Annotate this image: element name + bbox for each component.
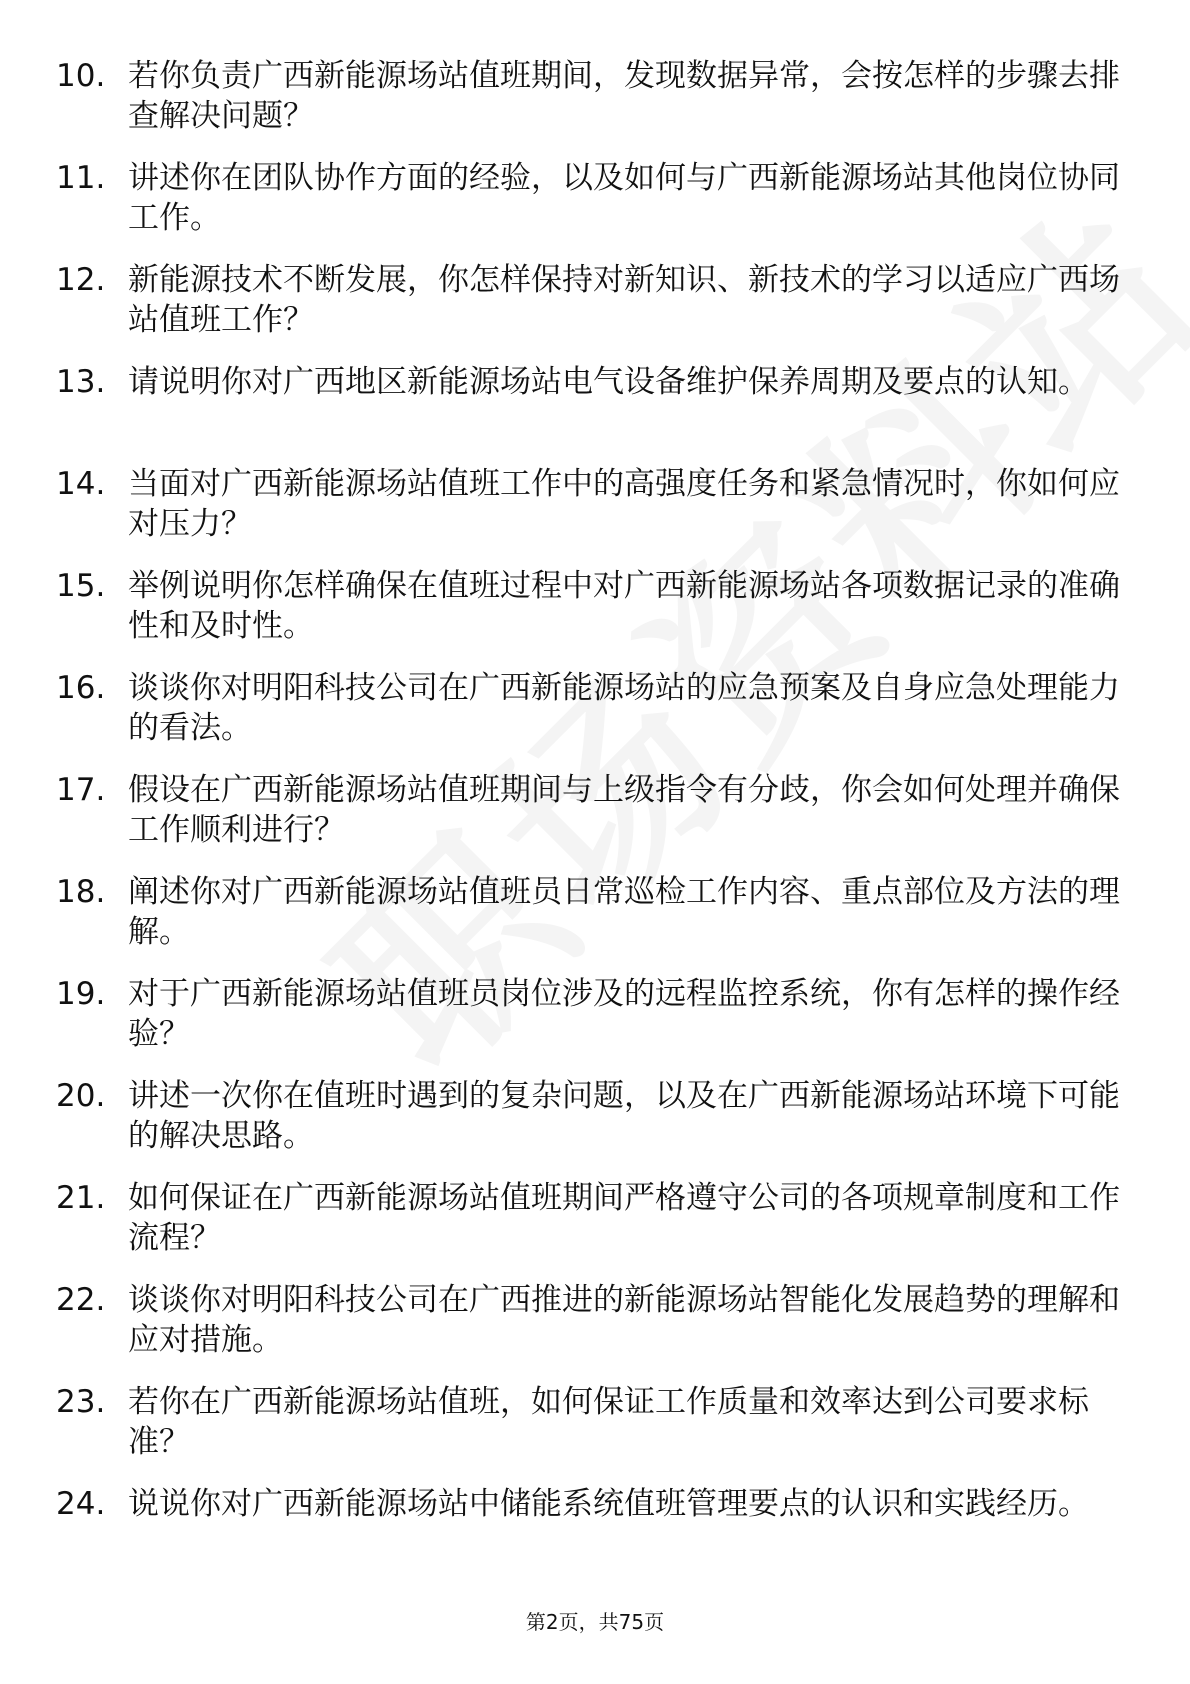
item-text: 讲述一次你在值班时遇到的复杂问题，以及在广西新能源场站环境下可能的解决思路。	[128, 1078, 1120, 1154]
item-text: 阐述你对广西新能源场站值班员日常巡检工作内容、重点部位及方法的理解。	[128, 874, 1120, 950]
list-item	[56, 362, 1126, 442]
item-text: 若你负责广西新能源场站值班期间，发现数据异常，会按怎样的步骤去排查解决问题？	[128, 58, 1120, 134]
list-item	[56, 464, 1126, 544]
item-text: 新能源技术不断发展，你怎样保持对新知识、新技术的学习以适应广西场站值班工作？	[128, 262, 1120, 338]
list-item	[56, 260, 1126, 340]
list-item	[56, 1484, 1126, 1564]
item-text: 谈谈你对明阳科技公司在广西新能源场站的应急预案及自身应急处理能力的看法。	[128, 670, 1120, 746]
item-text: 如何保证在广西新能源场站值班期间严格遵守公司的各项规章制度和工作流程？	[128, 1180, 1120, 1256]
item-text: 请说明你对广西地区新能源场站电气设备维护保养周期及要点的认知。	[128, 364, 1089, 400]
list-item	[56, 974, 1126, 1054]
list-item	[56, 668, 1126, 748]
item-text: 若你在广西新能源场站值班，如何保证工作质量和效率达到公司要求标准？	[128, 1384, 1089, 1460]
item-number: 22.	[56, 1282, 106, 1318]
item-number: 21.	[56, 1180, 106, 1216]
item-number: 20.	[56, 1078, 106, 1114]
list-item	[56, 872, 1126, 952]
item-number: 11.	[56, 160, 106, 196]
item-text: 谈谈你对明阳科技公司在广西推进的新能源场站智能化发展趋势的理解和应对措施。	[128, 1282, 1120, 1358]
item-text: 假设在广西新能源场站值班期间与上级指令有分歧，你会如何处理并确保工作顺利进行？	[128, 772, 1120, 848]
item-text: 对于广西新能源场站值班员岗位涉及的远程监控系统，你有怎样的操作经验？	[128, 976, 1120, 1052]
item-number: 17.	[56, 772, 106, 808]
list-item	[56, 1178, 1126, 1258]
item-text: 讲述你在团队协作方面的经验，以及如何与广西新能源场站其他岗位协同工作。	[128, 160, 1120, 236]
item-number: 19.	[56, 976, 106, 1012]
item-number: 18.	[56, 874, 106, 910]
list-item	[56, 1076, 1126, 1156]
item-number: 16.	[56, 670, 106, 706]
item-number: 24.	[56, 1486, 106, 1522]
item-number: 14.	[56, 466, 106, 502]
page-footer: 第2页，共75页	[525, 1610, 665, 1634]
item-number: 12.	[56, 262, 106, 298]
item-number: 10.	[56, 58, 106, 94]
item-text: 举例说明你怎样确保在值班过程中对广西新能源场站各项数据记录的准确性和及时性。	[128, 568, 1120, 644]
item-number: 23.	[56, 1384, 106, 1420]
item-number: 13.	[56, 364, 106, 400]
list-item	[56, 566, 1126, 646]
item-number: 15.	[56, 568, 106, 604]
list-item	[56, 158, 1126, 238]
list-item	[56, 1280, 1126, 1360]
list-item	[56, 770, 1126, 850]
item-text: 说说你对广西新能源场站中储能系统值班管理要点的认识和实践经历。	[128, 1486, 1089, 1522]
list-item	[56, 56, 1126, 136]
list-item	[56, 1382, 1126, 1462]
question-list	[56, 56, 1126, 1586]
item-text: 当面对广西新能源场站值班工作中的高强度任务和紧急情况时，你如何应对压力？	[128, 466, 1120, 542]
